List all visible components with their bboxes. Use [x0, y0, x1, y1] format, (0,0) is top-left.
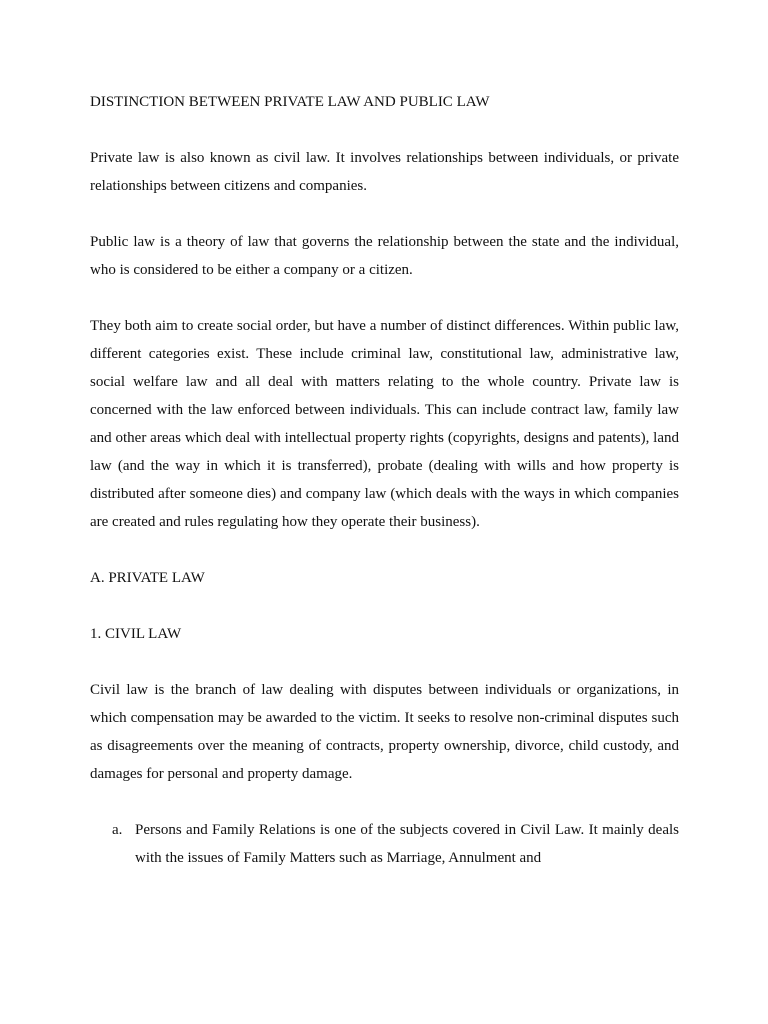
- list-item-text: Persons and Family Relations is one of the subjects covered in Civil Law. It mainly deals with the issues of Family Matters such as Marriage, Annulment and: [135, 822, 679, 866]
- list-marker: a.: [112, 822, 123, 838]
- section-heading-private-law: A. PRIVATE LAW: [90, 570, 205, 586]
- paragraph-public-law-intro: Public law is a theory of law that governs the relationship between the state and the individual, who is considered to be either a company or a citizen.: [90, 234, 679, 278]
- paragraph-differences: They both aim to create social order, but have a number of distinct differences. Within public law, different categories exist. These include criminal law, constitutional law, administrative law, social welfare law and all deal with matters relating to the whole country. Private law is concerned with the law enforced between individuals. This can include contract law, family law and other areas which deal with intellectual property rights (copyrights, designs and patents), land law (and the way in which it is transferred), probate (dealing with wills and how property is distributed after someone dies) and company law (which deals with the ways in which companies are created and rules regulating how they operate their business).: [90, 318, 679, 530]
- document-body: [90, 88, 679, 872]
- document-title: DISTINCTION BETWEEN PRIVATE LAW AND PUBLIC LAW: [90, 94, 490, 110]
- paragraph-civil-law: Civil law is the branch of law dealing with disputes between individuals or organizations, in which compensation may be awarded to the victim. It seeks to resolve non-criminal disputes such as disagreements over the meaning of contracts, property ownership, divorce, child custody, and damages for personal and property damage.: [90, 682, 679, 782]
- civil-law-subjects-list: [90, 816, 679, 872]
- section-heading-civil-law: 1. CIVIL LAW: [90, 626, 182, 642]
- paragraph-private-law-intro: Private law is also known as civil law. It involves relationships between individuals, or private relationships between citizens and companies.: [90, 150, 679, 194]
- list-item: [90, 816, 679, 872]
